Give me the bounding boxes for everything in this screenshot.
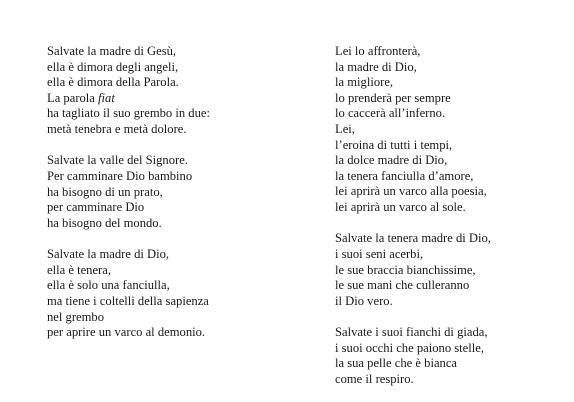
poem-line: nel grembo <box>47 309 105 324</box>
poem-line: lei aprirà un varco alla poesia, <box>335 184 487 199</box>
poem-line: Salvate la tenera madre di Dio, <box>335 231 491 246</box>
italic-word: fiat <box>98 90 115 105</box>
poem-line: Lei, <box>335 121 355 136</box>
line-fragment: La parola <box>47 90 99 105</box>
poem-line: ella è solo una fanciulla, <box>47 278 170 293</box>
poem-line: Salvate la madre di Dio, <box>47 247 170 262</box>
poem-line: le sue braccia bianchissime, <box>335 262 476 277</box>
left-column <box>47 44 210 341</box>
poem-line: lei aprirà un varco al sole. <box>335 199 466 214</box>
poem-line: lo caccerà all’inferno. <box>335 106 446 121</box>
poem-line: la tenera fanciulla d’amore, <box>335 168 474 183</box>
poem-line: Salvate la valle del Signore. <box>47 153 188 168</box>
poem-line: ha bisogno di un prato, <box>47 184 163 199</box>
poem-line: ella è dimora degli angeli, <box>47 59 179 74</box>
poem-line: per aprire un varco al demonio. <box>47 325 206 340</box>
stanza <box>335 231 491 309</box>
poem-line: la sua pelle che è bianca <box>335 356 458 371</box>
poem-line: l’eroina di tutti i tempi, <box>335 137 453 152</box>
stanza <box>335 44 491 216</box>
poem-line: Salvate i suoi fianchi di giada, <box>335 325 488 340</box>
poem-line: come il respiro. <box>335 371 414 386</box>
poem-line: Lei lo affronterà, <box>335 44 421 58</box>
poem-line: metà tenebra e metà dolore. <box>47 121 187 136</box>
poem-line: ella è tenera, <box>47 262 111 277</box>
stanza <box>47 44 210 138</box>
poem-line <box>47 91 210 107</box>
poem-line: ha bisogno del mondo. <box>47 215 162 230</box>
stanza <box>47 247 210 341</box>
poem-line: ma tiene i coltelli della sapienza <box>47 293 209 308</box>
right-column <box>335 44 491 387</box>
poem-line: la migliore, <box>335 75 394 90</box>
poem-line: per camminare Dio <box>47 200 145 215</box>
poem-line: Salvate la madre di Gesù, <box>47 44 177 58</box>
stanza <box>47 153 210 231</box>
poem-line: il Dio vero. <box>335 293 393 308</box>
poem-line: Per camminare Dio bambino <box>47 168 193 183</box>
poem-line: i suoi occhi che paiono stelle, <box>335 340 484 355</box>
poem-line: ella è dimora della Parola. <box>47 75 179 90</box>
stanza <box>335 325 491 387</box>
poem-line: lo prenderà per sempre <box>335 90 451 105</box>
poem-line: le sue mani che culleranno <box>335 278 470 293</box>
poem-line: ha tagliato il suo grembo in due: <box>47 106 210 121</box>
poem-line: la madre di Dio, <box>335 59 417 74</box>
poem-line: la dolce madre di Dio, <box>335 153 448 168</box>
poem-line: i suoi seni acerbi, <box>335 246 424 261</box>
